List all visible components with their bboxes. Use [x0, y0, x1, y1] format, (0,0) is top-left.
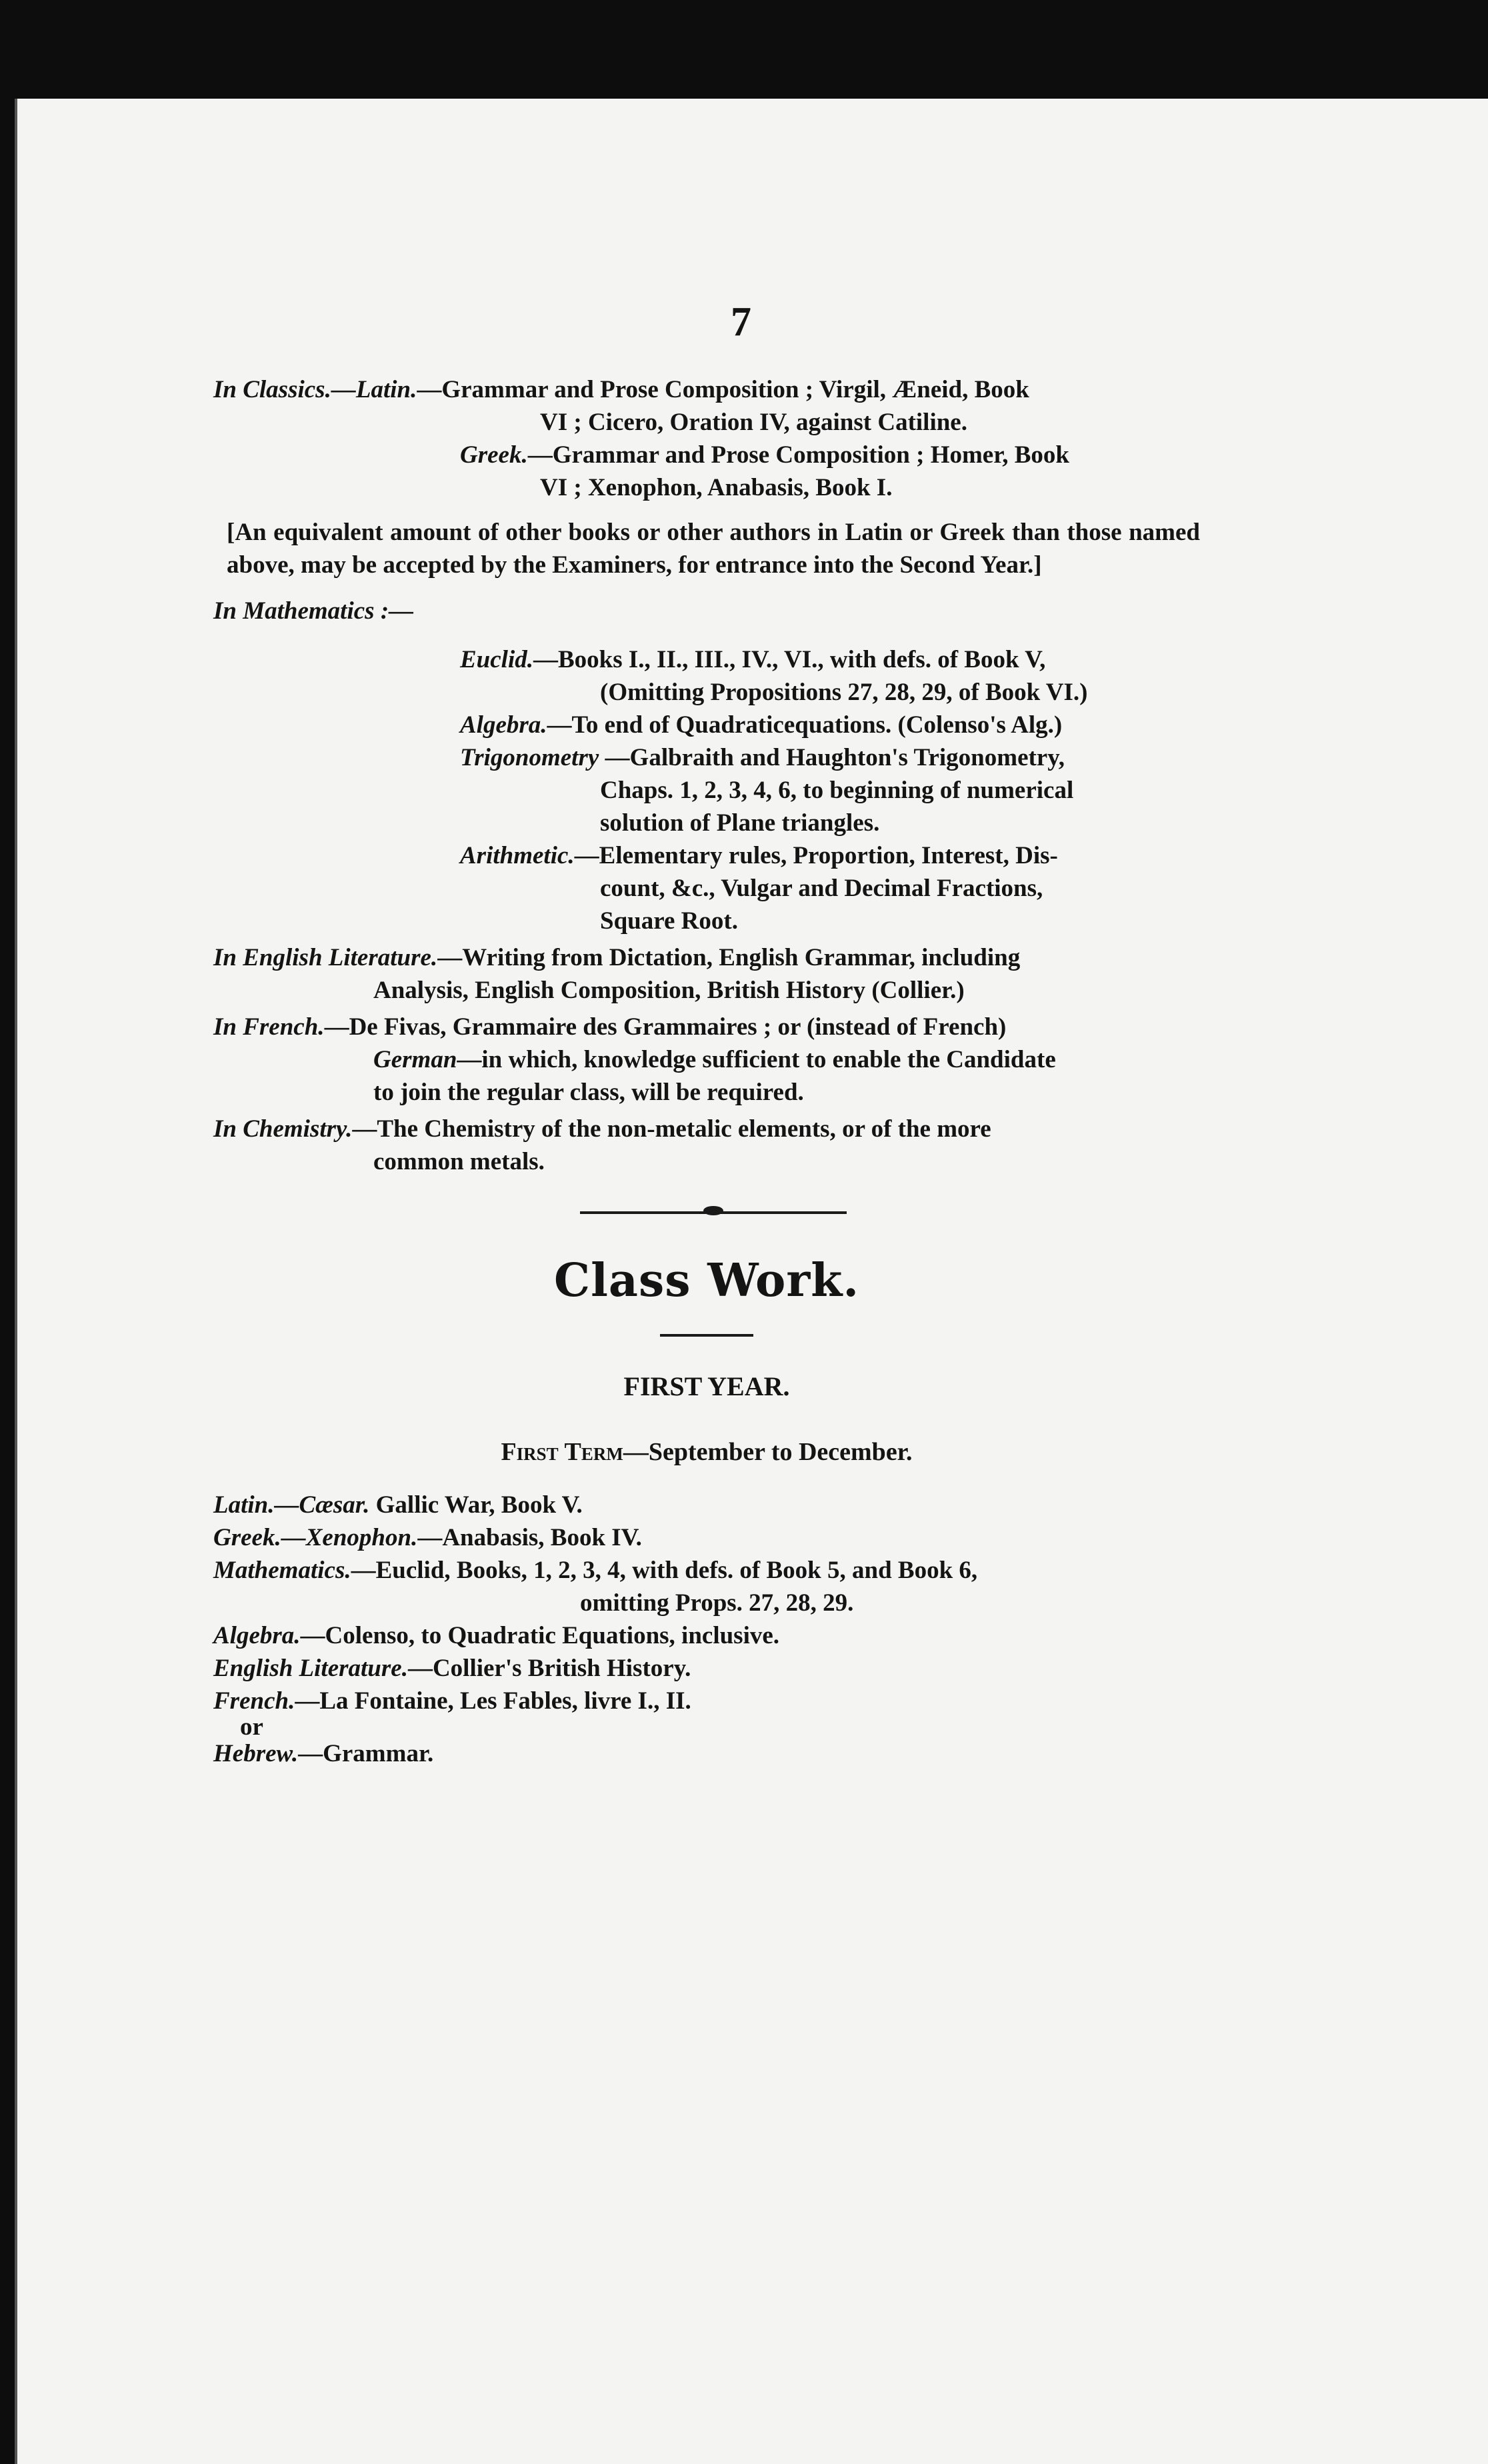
cw-math-label: Mathematics. [213, 1557, 351, 1584]
trig-label: Trigonometry [460, 744, 599, 771]
chemistry-label: In Chemistry. [213, 1115, 353, 1143]
euclid-line [213, 643, 1200, 676]
term-label: First Term [501, 1438, 623, 1466]
latin-text-1: —Grammar and Prose Composition ; Virgil, Æneid, Book [417, 376, 1029, 403]
cw-math-text-1: —Euclid, Books, 1, 2, 3, 4, with defs. of Book 5, and Book 6, [351, 1557, 978, 1584]
chemistry-text-1: —The Chemistry of the non-metalic elements, or of the more [352, 1115, 991, 1143]
cw-hebrew-label: Hebrew. [213, 1740, 299, 1767]
cw-latin-text: Gallic War, Book V. [369, 1491, 583, 1519]
classics-greek-line [213, 439, 1200, 471]
cw-hebrew-line [213, 1737, 1200, 1770]
english-line [213, 941, 1200, 974]
latin-text-2: VI ; Cicero, Oration IV, against Catiline. [540, 409, 967, 436]
class-work-heading: Class Work. [553, 1254, 860, 1307]
german-line [213, 1043, 1200, 1076]
short-rule [660, 1334, 753, 1337]
english-text-1: —Writing from Dictation, English Grammar, including [437, 944, 1021, 971]
cw-french-line [213, 1685, 1200, 1717]
cw-algebra-text: —Colenso, to Quadratic Equations, inclusive. [300, 1622, 780, 1649]
french-text-3: to join the regular class, will be required. [373, 1079, 804, 1106]
cw-greek-text: —Anabasis, Book IV. [417, 1524, 642, 1551]
greek-text-2: VI ; Xenophon, Anabasis, Book I. [540, 474, 893, 501]
cw-english-text: —Collier's British History. [407, 1655, 691, 1682]
chemistry-line [213, 1113, 1200, 1145]
arith-text-2: count, &c., Vulgar and Decimal Fractions, [600, 875, 1043, 902]
cw-hebrew-text: —Grammar. [298, 1740, 434, 1767]
cw-english-line [213, 1652, 1200, 1685]
french-label: In French. [213, 1013, 325, 1041]
chemistry-text-2: common metals. [373, 1148, 545, 1175]
ornamental-rule [580, 1211, 847, 1214]
cw-math-line [213, 1554, 1200, 1587]
english-text-2: Analysis, English Composition, British History (Collier.) [373, 977, 965, 1004]
latin-label: —Latin. [331, 376, 417, 403]
cw-greek-line [213, 1521, 1200, 1554]
arith-line [213, 839, 1200, 872]
cw-greek-label: Greek. [213, 1524, 281, 1551]
french-line [213, 1011, 1200, 1043]
algebra-text: —To end of Quadraticequations. (Colenso's Alg.) [547, 711, 1063, 739]
euclid-label: Euclid. [460, 646, 533, 673]
cw-latin-line [213, 1489, 1200, 1521]
first-year-heading: FIRST YEAR. [623, 1371, 790, 1401]
mathematics-label: In Mathematics :— [213, 597, 414, 625]
cw-algebra-line [213, 1619, 1200, 1652]
greek-label: Greek. [460, 441, 528, 469]
arith-text-1: —Elementary rules, Proportion, Interest, Dis- [574, 842, 1058, 869]
equivalent-note: [An equivalent amount of other books or other authors in Latin or Greek than those named above, may be accepted by the Examiners, for entrance into the Second Year.] [227, 519, 1200, 579]
cw-greek-author: —Xenophon. [281, 1524, 418, 1551]
page-content [213, 373, 1200, 1770]
greek-text-1: —Grammar and Prose Composition ; Homer, Book [527, 441, 1070, 469]
trig-text-1: —Galbraith and Haughton's Trigonometry, [599, 744, 1065, 771]
trig-text-3: solution of Plane triangles. [600, 809, 880, 837]
classics-latin-line [213, 373, 1200, 406]
trig-line [213, 741, 1200, 774]
french-text-2: —in which, knowledge sufficient to enable the Candidate [457, 1046, 1056, 1073]
cw-french-label: French. [213, 1687, 295, 1715]
cw-or: or [240, 1713, 263, 1741]
cw-math-text-2: omitting Props. 27, 28, 29. [580, 1589, 854, 1617]
arith-text-3: Square Root. [600, 907, 738, 935]
euclid-text-1: —Books I., II., III., IV., VI., with defs. of Book V, [533, 646, 1046, 673]
cw-latin-author: —Cæsar. [274, 1491, 370, 1519]
page-number: 7 [731, 299, 751, 345]
german-label: German [373, 1046, 457, 1073]
algebra-label: Algebra. [460, 711, 547, 739]
term-dates: —September to December. [623, 1438, 913, 1466]
first-term-heading [213, 1436, 1200, 1469]
algebra-line [213, 709, 1200, 741]
english-label: In English Literature. [213, 944, 438, 971]
classics-label: In Classics. [213, 376, 331, 403]
cw-algebra-label: Algebra. [213, 1622, 301, 1649]
french-text-1: —De Fivas, Grammaire des Grammaires ; or (instead of French) [324, 1013, 1007, 1041]
trig-text-2: Chaps. 1, 2, 3, 4, 6, to beginning of numerical [600, 777, 1074, 804]
cw-english-label: English Literature. [213, 1655, 408, 1682]
cw-latin-label: Latin. [213, 1491, 275, 1519]
euclid-text-2: (Omitting Propositions 27, 28, 29, of Book VI.) [600, 679, 1088, 706]
cw-french-text: —La Fontaine, Les Fables, livre I., II. [295, 1687, 691, 1715]
arith-label: Arithmetic. [460, 842, 575, 869]
